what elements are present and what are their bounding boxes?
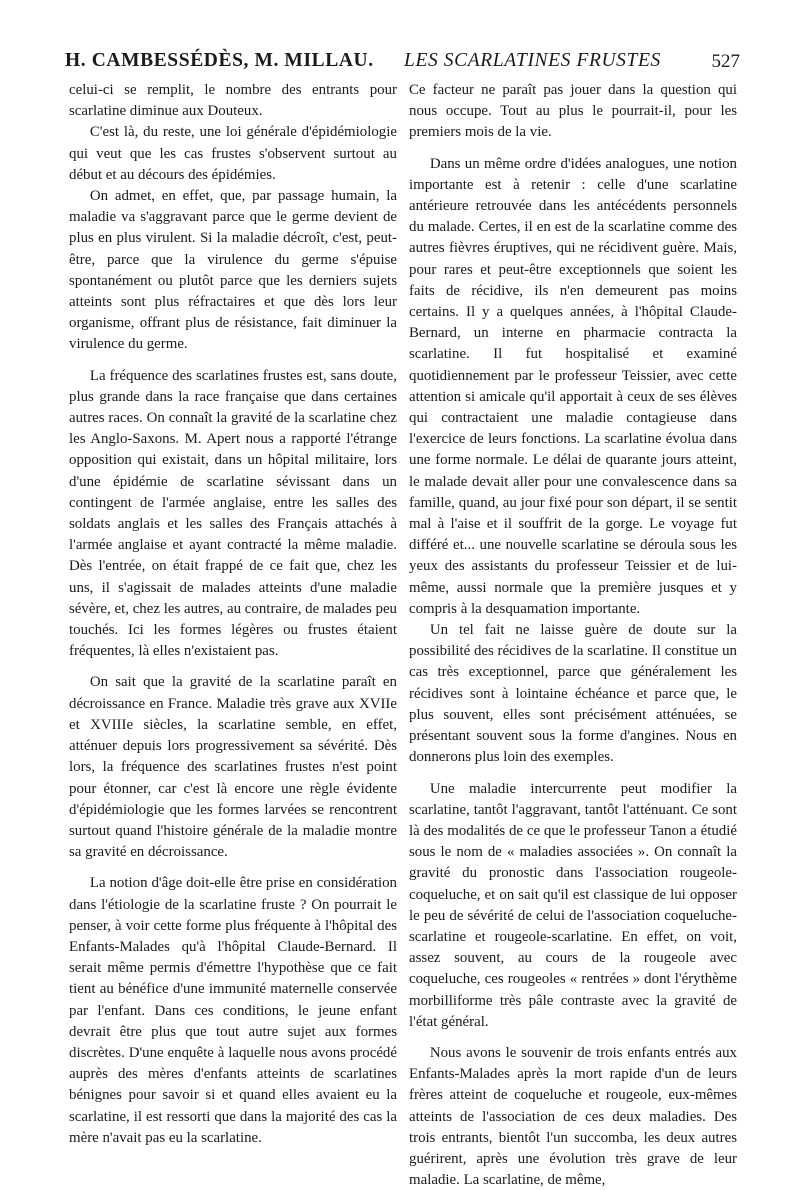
left-column [69,80,397,1149]
header-title: LES SCARLATINES FRUSTES [404,50,661,71]
header-authors: H. CAMBESSÉDÈS, M. MILLAU. [65,50,374,71]
paragraph: C'est là, du reste, une loi générale d'épidémiologie qui veut que les cas frustes s'observent surtout au début et au décours des épidémies. [69,124,397,183]
paragraph: Nous avons le souvenir de trois enfants entrés aux Enfants-Malades après la mort rapide d'un de leurs frères atteint de coqueluche et rougeole, eux-mêmes atteints de l'association de ces deux maladies. Des trois entrants, bientôt l'un succomba, les deux autres guérirent, après une évolution très grave de leur maladie. La scarlatine, de même, [409,1044,737,1189]
paragraph: Un tel fait ne laisse guère de doute sur la possibilité des récidives de la scarlatine. Il constitue un cas très exceptionnel, parce que généralement les récidives sont à lointaine échéance et parce que, le plus souvent, elles sont précisément atténuées, se présentant souvent sous la forme d'angines. Nous en donnerons plus loin des exemples. [409,622,737,766]
paragraph: Dans un même ordre d'idées analogues, une notion importante est à retenir : celle d'une scarlatine antérieure retrouvée dans les antécédents personnels du malade. Certes, il en est de la scarlatine comme des autres fièvres éruptives, qui ne récidivent guère. Mais, pour rares et peut-être exceptionnels que soient les faits de récidive, ils n'en demeurent pas moins certains. Il y a quelques années, à l'hôpital Claude-Bernard, un interne en pharmacie contracta la scarlatine. Il fut hospitalisé et examiné quotidiennement par le professeur Teissier, avec cette attention si amicale qu'il apportait à ceux de ses élèves qui contractaient une maladie contagieuse dans l'exercice de leurs fonctions. La scarlatine évolua dans une forme normale. Le délai de quarante jours atteint, le malade devait aller pour une convalescence dans sa famille, quand, au jour fixé pour son départ, il se sentit mal à l'aise et il souffrit de la gorge. Le voyage fut différé et... une nouvelle scarlatine se déroula sous les yeux des assistants du professeur Teissier et de lui-même, aussi normale que la première jusques et y compris à la desquamation importante. [409,155,737,617]
page-number: 527 [711,51,740,72]
right-column [409,80,737,1191]
paragraph: La fréquence des scarlatines frustes est, sans doute, plus grande dans la race française que dans certaines autres races. On connaît la gravité de la scarlatine chez les Anglo-Saxons. M. Apert nous a rapporté l'étrange opposition qui existait, dans un hôpital militaire, lors d'une épidémie de scarlatine sévissant dans un contingent de l'armée anglaise, entre les salles des soldats anglais et les salles des Français attachés à l'armée anglaise et ayant contracté la même maladie. Dès l'entrée, on était frappé de ce fait que, chez les uns, il s'agissait de malades atteints d'une maladie sévère, et, chez les autres, au contraire, de malades peu touchés. Ici les formes légères ou frustes étaient fréquentes, là elles n'existaient pas. [69,367,397,660]
paragraph: La notion d'âge doit-elle être prise en considération dans l'étiologie de la scarlatine fruste ? On pourrait le penser, à voir cette forme plus fréquente à l'hôpital des Enfants-Malades qu'à l'hôpital Claude-Bernard. Il serait même permis d'émettre l'hypothèse que ce fait tient au bénéfice d'une immunité maternelle conservée par l'enfant. Dans ces conditions, le jeune enfant devrait être plus que tout autre sujet aux formes discrètes. D'une enquête à laquelle nous avons procédé auprès des mères d'enfants atteints de scarlatines bénignes pour savoir si et quand elles avaient eu la scarlatine, il est ressorti que dans la majorité des cas la mère n'avait pas eu la scarlatine. [69,875,397,1146]
paragraph: On sait que la gravité de la scarlatine paraît en décroissance en France. Maladie très grave aux XVIIe et XVIIIe siècles, la scarlatine semble, en effet, atténuer depuis lors progressivement sa sévérité. Dès lors, la fréquence des scarlatines frustes n'est point pour étonner, car c'est là encore une règle évidente d'épidémiologie que les formes larvées se rencontrent surtout quand l'histoire générale de la maladie montre sa gravité en décroissance. [69,674,397,861]
paragraph: Une maladie intercurrente peut modifier la scarlatine, tantôt l'aggravant, tantôt l'atténuant. Ce sont là des modalités de ce que le professeur Tanon a étudié sous le nom de « maladies associées ». On connaît la gravité du pronostic dans l'association rougeole-coqueluche, et on sait qu'il est classique de lui opposer le peu de sévérité de celui de l'association coqueluche-scarlatine et rougeole-scarlatine. En effet, on voit, assez souvent, au cours de la rougeole avec coqueluche, ces rougeoles « rentrées » dont l'érythème morbilliforme très pâle contraste avec la gravité de l'état général. [409,780,737,1030]
paragraph: Ce facteur ne paraît pas jouer dans la question qui nous occupe. Tout au plus le pourrait-il, pour les premiers mois de la vie. [409,82,737,141]
paragraph: On admet, en effet, que, par passage humain, la maladie va s'aggravant parce que le germe devient de plus en plus virulent. Si la maladie décroît, c'est, peut-être, parce que la virulence du germe s'épuise spontanément ou plutôt parce que les derniers sujets atteints sont plus réfractaires et que dès lors leur organisme, offrant plus de résistance, fait diminuer la virulence du germe. [69,188,397,353]
paragraph: celui-ci se remplit, le nombre des entrants pour scarlatine diminue aux Douteux. [69,82,397,120]
running-header [65,50,740,80]
